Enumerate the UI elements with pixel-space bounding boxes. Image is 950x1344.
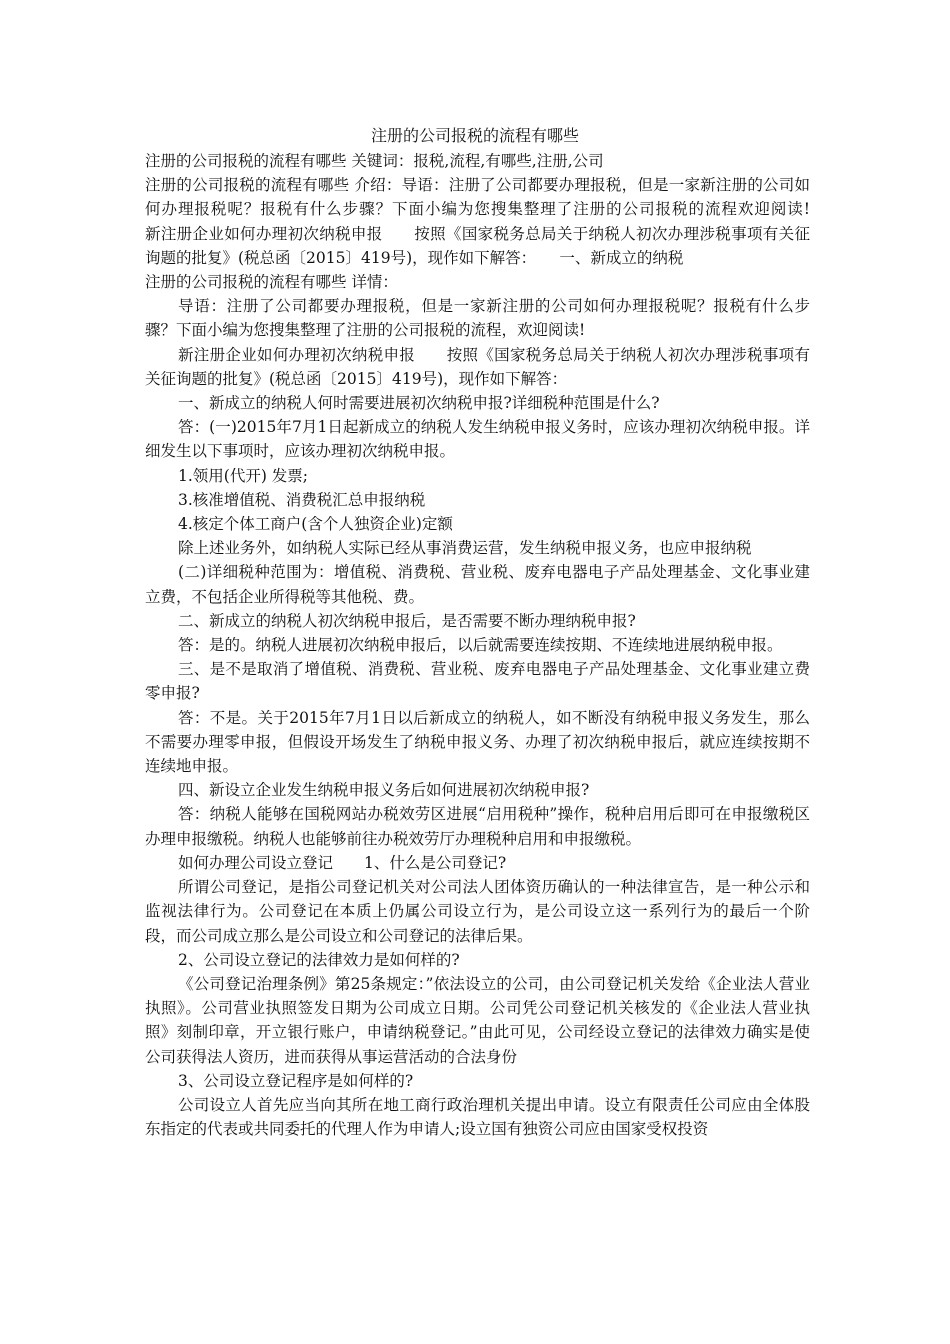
paragraph: 一、新成立的纳税人何时需要进展初次纳税申报?详细税种范围是什么? [178, 394, 660, 413]
paragraph: 所谓公司登记，是指公司登记机关对公司法人团体资历确认的一种法律宣告，是一种公示和监视法律行为。公司登记在本质上仍属公司设立行为，是公司设立这一系列行为的最后一个阶段，而公司成立那么是公司设立和公司登记的法律后果。 [145, 878, 810, 945]
paragraph: 除上述业务外，如纳税人实际已经从事消费运营，发生纳税申报义务，也应申报纳税 [178, 539, 752, 558]
paragraph: 二、新成立的纳税人初次纳税申报后，是否需要不断办理纳税申报? [178, 611, 636, 630]
keywords-line: 注册的公司报税的流程有哪些 关键词：报税,流程,有哪些,注册,公司 [145, 152, 604, 170]
paragraph: 三、是不是取消了增值税、消费税、营业税、废弃电器电子产品处理基金、文化事业建立费零申报? [145, 660, 810, 703]
paragraph: 公司设立人首先应当向其所在地工商行政治理机关提出申请。设立有限责任公司应由全体股东指定的代表或共同委托的代理人作为申请人;设立国有独资公司应由国家受权投资 [145, 1095, 810, 1139]
paragraph: 答：不是。关于2015年7月1日以后新成立的纳税人，如不断没有纳税申报义务发生，那么不需要办理零申报，但假设开场发生了纳税申报义务、办理了初次纳税申报后，就应连续按期不连续地申报。 [145, 708, 810, 776]
document-title: 注册的公司报税的流程有哪些 [370, 126, 579, 145]
paragraph: 2、公司设立登记的法律效力是如何样的? [178, 950, 460, 969]
paragraph: 答：(一)2015年7月1日起新成立的纳税人发生纳税申报义务时，应该办理初次纳税申报。详细发生以下事项时，应该办理初次纳税申报。 [145, 418, 810, 461]
paragraph: 如何办理公司设立登记 1、什么是公司登记? [178, 853, 507, 872]
paragraph: 3、公司设立登记程序是如何样的? [178, 1071, 414, 1090]
details-label: 注册的公司报税的流程有哪些 详情： [145, 273, 398, 292]
paragraph: 答：纳税人能够在国税网站办税效劳区进展“启用税种”操作，税种启用后即可在申报缴税区办理申报缴税。纳税人也能够前往办税效劳厅办理税种启用和申报缴税。 [145, 805, 810, 848]
paragraph: 《公司登记治理条例》第25条规定：”依法设立的公司，由公司登记机关发给《企业法人营业执照》。公司营业执照签发日期为公司成立日期。公司凭公司登记机关核发的《企业法人营业执照》刻制印章，开立银行账户，申请纳税登记。”由此可见，公司经设立登记的法律效力确实是使公司获得法人资历，进而获得从事运营活动的合法身份 [145, 974, 810, 1066]
intro-paragraph: 注册的公司报税的流程有哪些 介绍：导语：注册了公司都要办理报税，但是一家新注册的公司如何办理报税呢？报税有什么步骤？下面小编为您搜集整理了注册的公司报税的流程欢迎阅读! 新注册企业如何办理初次纳税申报 按照《国家税务总局关于纳税人初次办理涉税事项有关征询题的批复》(税总函〔2015〕419号)，现作如下解答： 一、新成立的纳税 [145, 176, 842, 267]
document-body [145, 149, 842, 1141]
paragraph: 四、新设立企业发生纳税申报义务后如何进展初次纳税申报? [178, 781, 590, 800]
paragraph: 答：是的。纳税人进展初次纳税申报后，以后就需要连续按期、不连续地进展纳税申报。 [178, 636, 783, 655]
paragraph: 新注册企业如何办理初次纳税申报 按照《国家税务总局关于纳税人初次办理涉税事项有关征询题的批复》(税总函〔2015〕419号)，现作如下解答： [145, 345, 810, 388]
paragraph: 1.领用(代开) 发票; [178, 466, 309, 485]
paragraph: (二)详细税种范围为：增值税、消费税、营业税、废弃电器电子产品处理基金、文化事业建立费，不包括企业所得税等其他税、费。 [145, 563, 810, 606]
paragraph: 3.核准增值税、消费税汇总申报纳税 [178, 490, 426, 509]
paragraph: 导语：注册了公司都要办理报税，但是一家新注册的公司如何办理报税呢？报税有什么步骤？下面小编为您搜集整理了注册的公司报税的流程，欢迎阅读! [145, 297, 810, 340]
paragraph: 4.核定个体工商户(含个人独资企业)定额 [178, 515, 453, 534]
